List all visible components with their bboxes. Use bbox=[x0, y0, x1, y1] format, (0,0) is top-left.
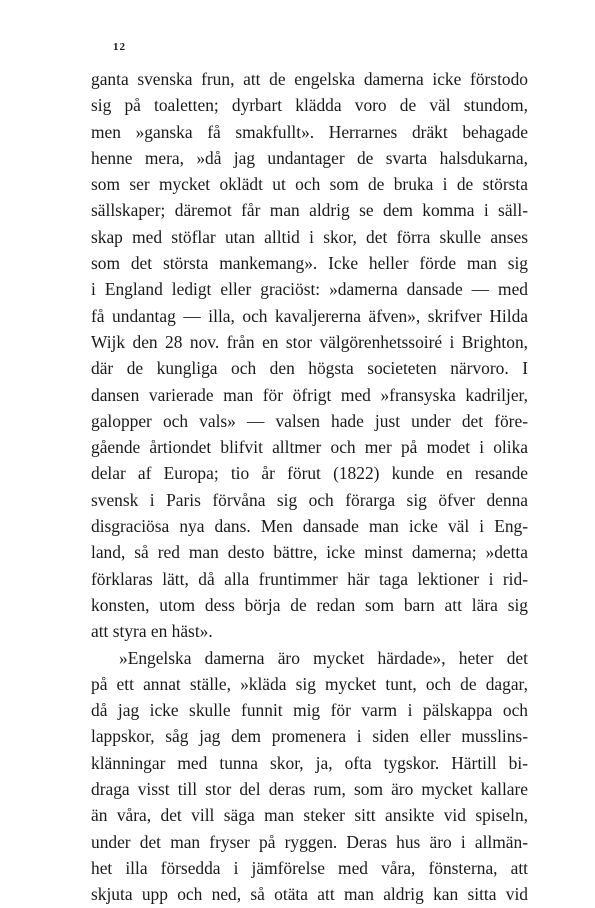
text-line: i England ledigt eller graciöst: »damerna dansade — med bbox=[91, 279, 528, 300]
text-line: där de kungliga och den högsta societeten närvoro. I bbox=[91, 358, 528, 379]
text-line: galopper och vals» — valsen hade just under det före- bbox=[91, 410, 528, 431]
text-line: då jag icke skulle funnit mig för varm i pälskappa och bbox=[91, 700, 528, 721]
text-line: ganta svenska frun, att de engelska damerna icke förstodo bbox=[91, 69, 528, 89]
text-line: land, så red man desto bättre, icke minst damerna; »detta bbox=[91, 542, 528, 563]
text-line: än våra, det vill säga man steker sitt ansikte vid spiseln, bbox=[91, 805, 528, 826]
text-line: som ser mycket oklädt ut och som de bruka i de största bbox=[91, 174, 528, 195]
text-line: sällskaper; däremot får man aldrig se dem komma i säll- bbox=[91, 200, 528, 221]
text-line: skjuta upp och ned, så otäta att man aldrig kan sitta vid bbox=[91, 884, 528, 905]
text-line: henne mera, »då jag undantager de svarta halsdukarna, bbox=[91, 147, 528, 168]
text-line: Wijk den 28 nov. från en stor välgörenhetssoiré i Brighton, bbox=[91, 331, 528, 352]
text-line: under det man fryser på ryggen. Deras hus äro i allmän- bbox=[91, 831, 528, 852]
text-line: »Engelska damerna äro mycket härdade», heter det bbox=[119, 647, 528, 668]
text-line: lappskor, såg jag dem promenera i siden eller musslins- bbox=[91, 726, 528, 747]
text-line: disgraciösa nya dans. Men dansade man icke väl i Eng- bbox=[91, 516, 528, 537]
text-line: att styra en häst». bbox=[91, 621, 213, 642]
text-line: skap med stöflar utan alltid i skor, det förra skulle anses bbox=[91, 226, 528, 247]
text-line: sig på toaletten; dyrbart klädda voro de väl stundom, bbox=[91, 95, 528, 116]
text-line: svensk i Paris förvåna sig och förarga sig öfver denna bbox=[91, 489, 528, 510]
text-line: delar af Europa; tio år förut (1822) kunde en resande bbox=[91, 463, 528, 484]
text-line: gående årtiondet blifvit alltmer och mer på modet i olika bbox=[91, 437, 528, 458]
text-line: klänningar med tunna skor, ja, ofta tygskor. Härtill bi- bbox=[91, 752, 528, 773]
text-line: dansen varierade man för öfrigt med »fransyska kadriljer, bbox=[91, 384, 528, 405]
text-line: konsten, utom dess börja de redan som barn att lära sig bbox=[91, 594, 528, 615]
text-line: förklaras lätt, då alla fruntimmer här taga lektioner i rid- bbox=[91, 568, 528, 589]
text-line: men »ganska få smakfullt». Herrarnes dräkt behagade bbox=[91, 121, 528, 142]
paragraph-2 bbox=[91, 645, 528, 908]
paragraph-1 bbox=[91, 66, 528, 645]
text-line: få undantag — illa, och kavaljererna äfven», skrifver Hilda bbox=[91, 305, 528, 326]
body-text bbox=[91, 66, 528, 908]
text-line: het illa försedda i jämförelse med våra, fönsterna, att bbox=[91, 857, 528, 878]
text-line: draga visst till stor del deras rum, som äro mycket kallare bbox=[91, 779, 528, 800]
text-line: som det största mankemang». Icke heller förde man sig bbox=[91, 253, 528, 274]
page-number: 12 bbox=[113, 41, 126, 53]
text-line: på ett annat ställe, »kläda sig mycket tunt, och de dagar, bbox=[91, 673, 528, 694]
